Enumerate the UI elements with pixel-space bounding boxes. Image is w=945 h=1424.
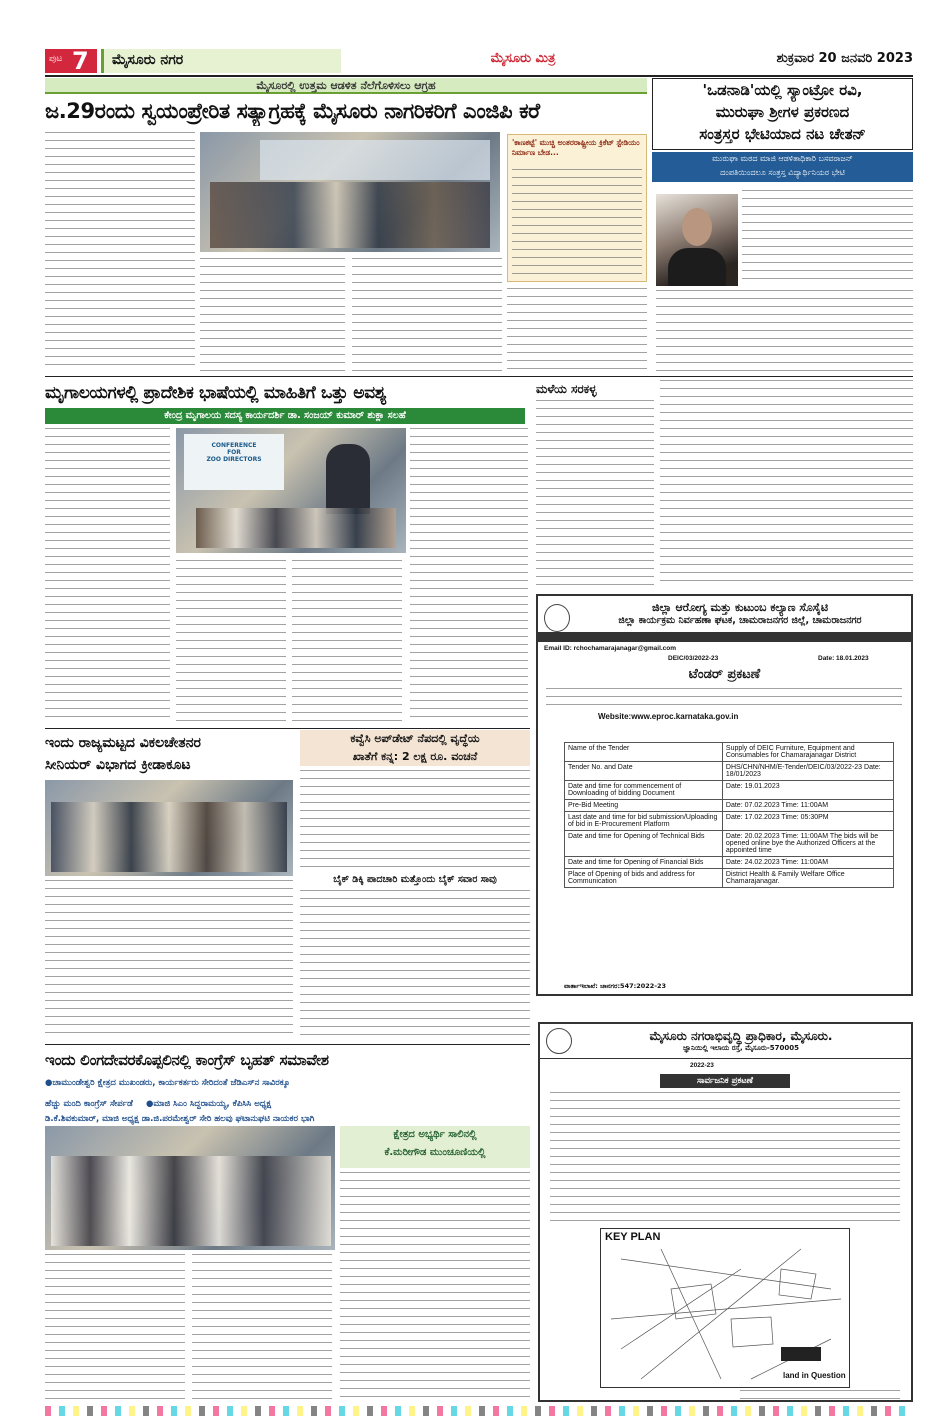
tender-row-label: Name of the Tender [565, 743, 723, 762]
story6-headline-line1: ಕವ್ವೆಸಿ ಅಪ್‌ಡೇಟ್ ನೆಪದಲ್ಲಿ ವೃದ್ಧೆಯ [350, 732, 480, 745]
story3-photo [176, 428, 406, 553]
story7-deck-line2b: ●ಮಾಜಿ ಸಿಎಂ ಸಿದ್ದರಾಮಯ್ಯ, ಕೆಪಿಸಿಸಿ ಅಧ್ಯಕ್ಷ [145, 1099, 272, 1109]
notice-title-bar [660, 1074, 790, 1088]
tender-row-label: Tender No. and Date [565, 762, 723, 781]
conference-banner [184, 434, 284, 490]
tender-row [565, 831, 894, 857]
portrait-body [668, 248, 726, 286]
paper-name: ಮೈಸೂರು ಮಿತ್ರ [490, 51, 556, 66]
page-number-badge [45, 49, 97, 73]
notice-body-text [550, 1092, 900, 1222]
tender-row-label: Pre-Bid Meeting [565, 800, 723, 812]
story2-headline-line3: ಸಂತ್ರಸ್ತರ ಭೇಟಿಯಾದ ನಟ ಚೇತನ್ [699, 125, 866, 143]
story1-body-col4 [507, 288, 647, 372]
divider-3 [45, 1044, 530, 1045]
story7-deck-line2: ಹೆಚ್ಚು ಮಂದಿ ಕಾಂಗ್ರೆಸ್ ಸೇರ್ಪಡೆ [45, 1099, 133, 1109]
tender-row [565, 812, 894, 831]
key-plan-title: KEY PLAN [605, 1231, 661, 1243]
tender-row-value: Date: 20.02.2023 Time: 11:00AM The bids will be opened online bye the Authorized Officers at the appointed time [722, 831, 893, 857]
story2-headline-line2: ಮುರುಘಾ ಶ್ರೀಗಳ ಪ್ರಕರಣದ [715, 103, 850, 121]
dignitaries-row [51, 802, 287, 872]
divider-2 [45, 728, 530, 729]
story5-headline-line2: ಸೀನಿಯರ್ ವಿಭಾಗದ ಕ್ರೀಡಾಕೂಟ [45, 757, 191, 773]
tender-row-label: Place of Opening of bids and address for Communication [565, 869, 723, 888]
tender-row-value: Date: 17.02.2023 Time: 05:30PM [722, 812, 893, 831]
story7-sidebar-box [340, 1126, 530, 1168]
story5-headline-line1: ಇಂದು ರಾಜ್ಯಮಟ್ಟದ ವಿಕಲಚೇತನರ [45, 735, 201, 751]
story3-deck-bar [45, 408, 525, 424]
actor-portrait [656, 194, 738, 286]
section-label: ಮೈಸೂರು ನಗರ [112, 52, 184, 68]
story7-photo [45, 1126, 335, 1250]
story6-subhead: ಬೈಕ್ ಡಿಕ್ಕಿ ಪಾದಚಾರಿ ಮತ್ತೊಂದು ಬೈಕ್ ಸವಾರ ಸಾವು [333, 874, 497, 885]
tender-row [565, 781, 894, 800]
story1-body-col2 [200, 258, 345, 372]
story1-highlight: 'ಕಾಣಕಟ್ಟೆ' ಮುಚ್ಚಿ ಅಂತರರಾಷ್ಟ್ರೀಯ ಕ್ರಿಕೆಟ್ ಸ್ಟೇಡಿಯಂ ನಿರ್ಮಾಣ ಬೇಡ... [512, 138, 640, 157]
story2-deck-box [652, 152, 913, 182]
notice-signature [740, 1390, 900, 1399]
story3-headline: ಮೃಗಾಲಯಗಳಲ್ಲಿ ಪ್ರಾದೇಶಿಕ ಭಾಷೆಯಲ್ಲಿ ಮಾಹಿತಿಗೆ ಒತ್ತು ಅವಶ್ಯ [45, 383, 387, 403]
story7-box-head-line1: ಕ್ಷೇತ್ರದ ಅಭ್ಯರ್ಥಿ ಸಾಲಿನಲ್ಲಿ [393, 1129, 477, 1140]
story6-headline-line2: ಖಾತೆಗೆ ಕನ್ನ: 2 ಲಕ್ಷ ರೂ. ವಂಚನೆ [352, 750, 478, 763]
story7-box-head-line2: ಕೆ.ಮರೀಗೌಡ ಮುಂಚೂಣಿಯಲ್ಲಿ [384, 1147, 486, 1158]
issue-date: ಶುಕ್ರವಾರ 20 ಜನವರಿ 2023 [776, 51, 913, 66]
tender-row [565, 743, 894, 762]
tender-row-label: Date and time for Opening of Financial Bids [565, 857, 723, 869]
tender-date: Date: 18.01.2023 [818, 655, 869, 662]
tender-row-label: Last date and time for bid submission/Uploading of bid in E-Procurement Platform [565, 812, 723, 831]
tender-row-value: District Health & Family Welfare Office Chamarajanagar. [722, 869, 893, 888]
story4-headline: ಮಳೆಯ ಸರಕಳ್ಳ [536, 382, 597, 396]
land-marker [781, 1347, 821, 1361]
divider-1 [45, 376, 913, 377]
story1-kicker-bar [45, 78, 647, 94]
story1-highlight-box [507, 134, 647, 282]
tender-row-value: Date: 24.02.2023 Time: 11:00AM [722, 857, 893, 869]
dais-figures [196, 508, 396, 548]
story2-body-col2 [656, 290, 913, 374]
story7-deck-line1: ●ಚಾಮುಂಡೇಶ್ವರಿ ಕ್ಷೇತ್ರದ ಮುಖಂಡರು, ಕಾರ್ಯಕರ್ತರು ಸೇರಿದಂತೆ ಜೆಡಿಎಸ್‌ನ ಸಾವಿರಕ್ಕೂ [45, 1078, 290, 1088]
story3-body-col4 [410, 428, 528, 724]
tender-ref: DEIC/03/2022-23 [668, 655, 719, 662]
story1-body-col3 [352, 258, 502, 372]
tender-intro-text [546, 688, 902, 710]
stage-banner [260, 140, 490, 180]
tender-row-label: Date and time for Opening of Technical Bids [565, 831, 723, 857]
story7-deck-line3: ಡಿ.ಕೆ.ಶಿವಕುಮಾರ್, ಮಾಜಿ ಅಧ್ಯಕ್ಷ ಡಾ.ಜಿ.ಪರಮೇಶ್ವರ್ ಸೇರಿ ಹಲವು ಘಟಾನುಘಟಿ ನಾಯಕರ ಭಾಗಿ [45, 1114, 315, 1124]
notice-title: ಸಾರ್ವಜನಿಕ ಪ್ರಕಟಣೆ [697, 1076, 753, 1086]
tender-address-bar [538, 632, 911, 642]
story5-headline-box [45, 732, 295, 778]
story7-body-col2 [192, 1254, 332, 1402]
story4-body-col1 [536, 400, 654, 588]
tender-org-line1: ಜಿಲ್ಲಾ ಆರೋಗ್ಯ ಮತ್ತು ಕುಟುಂಬ ಕಲ್ಯಾಣ ಸೊಸೈಟಿ [651, 601, 829, 614]
banner-line1: CONFERENCE [211, 442, 257, 449]
tender-emblem [544, 604, 570, 632]
notice-address: ಜ್ಞಾನಿಯಿಲ್ಲಿ ಇಲಾಯ ರಸ್ತೆ, ಮೈಸೂರು-570005 [682, 1044, 800, 1052]
story1-kicker: ಮೈಸೂರಲ್ಲಿ ಉತ್ತಮ ಆಡಳಿತ ನೆಲೆಗೊಳಿಸಲು ಆಗ್ರಹ [256, 79, 436, 92]
key-plan-map [600, 1228, 850, 1388]
story6-headline-box [300, 730, 530, 766]
story7-body-col1 [45, 1254, 185, 1402]
story2-headline-line1: 'ಒಡನಾಡಿ'ಯಲ್ಲಿ ಸ್ಯಾಂಟ್ರೋ ರವಿ, [702, 81, 863, 99]
tender-table [564, 742, 894, 888]
story6-body-2 [300, 890, 530, 1040]
story3-body-col1 [45, 428, 170, 724]
story7-headline: ಇಂದು ಲಿಂಗದೇವರಕೊಪ್ಪಲಿನಲ್ಲಿ ಕಾಂಗ್ರೆಸ್ ಬೃಹತ್ ಸಮಾವೇಶ [45, 1051, 329, 1069]
page-label: ಪುಟ [49, 54, 63, 64]
story5-body [45, 880, 293, 1040]
notice-ref: 2022-23 [690, 1062, 714, 1069]
story1-photo [200, 132, 500, 252]
tender-org-line2: ಜಿಲ್ಲಾ ಕಾರ್ಯಕ್ರಮ ನಿರ್ವಹಣಾ ಘಟಕ, ಚಾಮರಾಜನಗರ ಜಿಲ್ಲೆ, ಚಾಮರಾಜನಗರ [618, 615, 862, 626]
story2-deck-line1: ಮುರುಘಾ ಮಠದ ಮಾಜಿ ಆಡಳಿತಾಧಿಕಾರಿ ಬಸವರಾಜನ್ [712, 154, 853, 163]
story1-highlight-body [512, 169, 642, 277]
story7-deck [45, 1076, 530, 1124]
notice-emblem [546, 1028, 572, 1054]
map-drawing [601, 1229, 849, 1387]
land-label: land in Question [783, 1371, 846, 1380]
people-group [210, 182, 490, 248]
story1-headline: ಜ.29ರಂದು ಸ್ವಯಂಪ್ರೇರಿತ ಸತ್ಯಾಗ್ರಹಕ್ಕೆ ಮೈಸೂರು ನಾಗರಿಕರಿಗೆ ಎಂಜಿಪಿ ಕರೆ [45, 99, 540, 123]
banner-line2: FOR [227, 449, 241, 456]
story5-photo [45, 780, 293, 876]
tender-row-value: Supply of DEIC Furniture, Equipment and Consumables for Chamarajanagar District [722, 743, 893, 762]
story4-body-col2 [660, 380, 913, 588]
tender-title: ಟೆಂಡರ್ ಪ್ರಕಟಣೆ [688, 667, 761, 682]
story2-headline-box [652, 78, 913, 150]
masthead [45, 46, 913, 74]
story2-deck-line2: ದಂಪತಿಯಿಂದಲೂ ಸಂತ್ರಸ್ತ ವಿದ್ಯಾರ್ಥಿನಿಯರ ಭೇಟಿ [720, 168, 845, 177]
section-label-box [101, 49, 341, 73]
tender-row-value: DHS/CHN/NHM/E-Tender/DEIC/03/2022-23 Date: 18/01/2023 [722, 762, 893, 781]
tender-notice [536, 594, 913, 996]
story3-deck: ಕೇಂದ್ರ ಮೃಗಾಲಯ ಸದಸ್ಯ ಕಾರ್ಯದರ್ಶಿ ಡಾ. ಸಂಜಯ್ ಕುಮಾರ್ ಶುಕ್ಲಾ ಸಲಹೆ [164, 410, 406, 421]
notice-org: ಮೈಸೂರು ನಗರಾಭಿವೃದ್ಧಿ ಪ್ರಾಧಿಕಾರ, ಮೈಸೂರು. [649, 1029, 833, 1043]
tender-row [565, 869, 894, 888]
story2-body-col1 [742, 190, 913, 286]
notice-rule [540, 1058, 911, 1059]
tender-row [565, 762, 894, 781]
tender-email: Email ID: rchochamarajanagar@gmail.com [544, 645, 677, 652]
registration-marks [45, 1406, 913, 1416]
tender-website: Website:www.eproc.karnataka.gov.in [598, 712, 739, 721]
masthead-rule [45, 75, 913, 77]
leaders-row [51, 1156, 331, 1246]
story6-body-1 [300, 770, 530, 870]
speaker-figure [326, 444, 370, 514]
story3-body-col2 [176, 560, 286, 724]
tender-footer: ವಾರ್ತಾಇಲಾಖೆ: ಚಾನಗರ:547:2022-23 [564, 982, 667, 990]
portrait-face [682, 208, 712, 246]
page-number: 7 [72, 47, 89, 75]
tender-row-label: Date and time for commencement of Downloading of bidding Document [565, 781, 723, 800]
tender-row [565, 800, 894, 812]
public-notice [538, 1022, 913, 1402]
story3-body-col3 [292, 560, 402, 724]
story7-sidebar-body [340, 1172, 530, 1402]
story1-body-col1 [45, 132, 195, 372]
banner-line3: ZOO DIRECTORS [206, 456, 262, 463]
tender-row-value: Date: 19.01.2023 [722, 781, 893, 800]
tender-row [565, 857, 894, 869]
tender-row-value: Date: 07.02.2023 Time: 11:00AM [722, 800, 893, 812]
